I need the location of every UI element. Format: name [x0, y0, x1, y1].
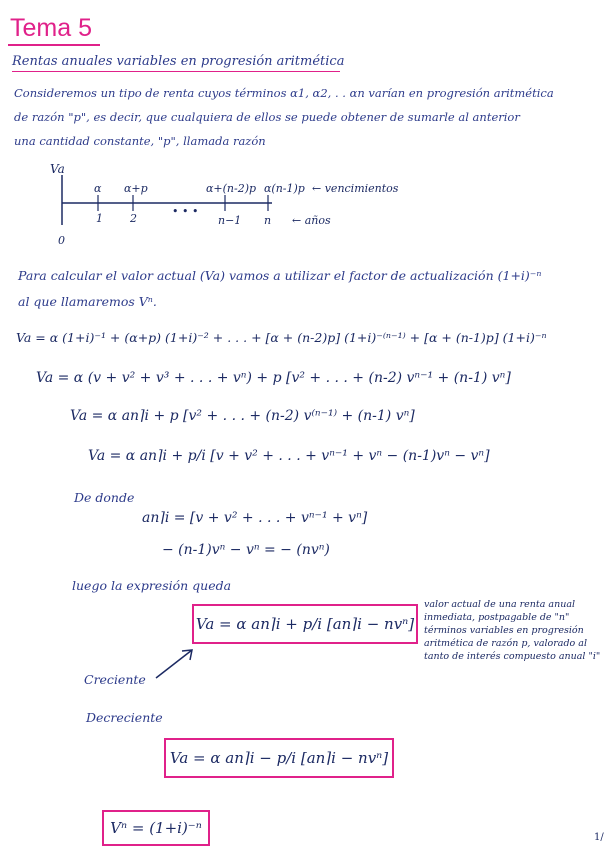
- page-title: Tema 5: [10, 14, 92, 42]
- intro-line-1: Consideremos un tipo de renta cuyos términos α1, α2, . . αn varían en progresión aritmética: [14, 86, 554, 100]
- page-number: 1/: [594, 832, 604, 843]
- timeline-top-label-1: α: [94, 182, 102, 195]
- timeline-bottom-label-4: n: [264, 214, 272, 227]
- formula-box-decreciente: Va = α an⌉i − p/i [an⌉i − nvⁿ]: [164, 738, 394, 778]
- formula-box-creciente: Va = α an⌉i + p/i [an⌉i − nvⁿ]: [192, 604, 418, 644]
- formula-note: valor actual de una renta anual inmediata, postpagable de "n" términos variables en progresión aritmética de razón p, valorado al tanto de interés compuesto anual "i": [424, 599, 601, 662]
- arrow-icon: [152, 646, 198, 682]
- title-underline: [8, 44, 100, 46]
- timeline-va-label: Va: [50, 162, 65, 176]
- equation-3: Va = α an⌉i + p [v² + . . . + (n-2) v⁽ⁿ⁻¹⁾ + (n-1) vⁿ]: [70, 408, 415, 424]
- equation-1: Va = α (1+i)⁻¹ + (α+p) (1+i)⁻² + . . . + [α + (n-2)p] (1+i)⁻⁽ⁿ⁻¹⁾ + [α + (n-1)p] (1+i)⁻ⁿ: [16, 330, 547, 345]
- vencimientos-label: ← vencimientos: [312, 182, 399, 195]
- timeline-bottom-label-2: 2: [130, 212, 137, 225]
- equation-5: an⌉i = [v + v² + . . . + vⁿ⁻¹ + vⁿ]: [142, 510, 368, 526]
- intro-line-2: de razón "p", es decir, que cualquiera de ellos se puede obtener de sumarle al anterior: [14, 110, 520, 124]
- intro-line-3: una cantidad constante, "p", llamada razón: [14, 134, 266, 148]
- timeline-top-label-4: α(n-1)p: [264, 182, 305, 195]
- section-subtitle: Rentas anuales variables en progresión aritmética: [12, 54, 345, 69]
- timeline-bottom-label-1: 1: [96, 212, 103, 225]
- equation-6: − (n-1)vⁿ − vⁿ = − (nvⁿ): [162, 542, 330, 558]
- decreciente-label: Decreciente: [86, 710, 163, 725]
- subtitle-underline: [12, 71, 340, 72]
- timeline-origin: 0: [58, 234, 65, 247]
- creciente-label: Creciente: [84, 672, 146, 687]
- luego-label: luego la expresión queda: [72, 578, 232, 593]
- timeline-dots: • • •: [172, 205, 199, 218]
- anos-label: ← años: [292, 214, 331, 227]
- timeline-top-label-3: α+(n-2)p: [206, 182, 257, 195]
- timeline-top-label-2: α+p: [124, 182, 148, 195]
- formula-box-vn: Vⁿ = (1+i)⁻ⁿ: [102, 810, 210, 846]
- para-line-2: al que llamaremos Vⁿ.: [18, 294, 157, 309]
- para-line-1: Para calcular el valor actual (Va) vamos a utilizar el factor de actualización (1+i)⁻ⁿ: [18, 268, 542, 283]
- de-donde-label: De donde: [74, 490, 135, 505]
- equation-4: Va = α an⌉i + p/i [v + v² + . . . + vⁿ⁻¹ + vⁿ − (n-1)vⁿ − vⁿ]: [88, 448, 490, 464]
- timeline-bottom-label-3: n−1: [218, 214, 242, 227]
- equation-2: Va = α (v + v² + v³ + . . . + vⁿ) + p [v² + . . . + (n-2) vⁿ⁻¹ + (n-1) vⁿ]: [36, 370, 511, 386]
